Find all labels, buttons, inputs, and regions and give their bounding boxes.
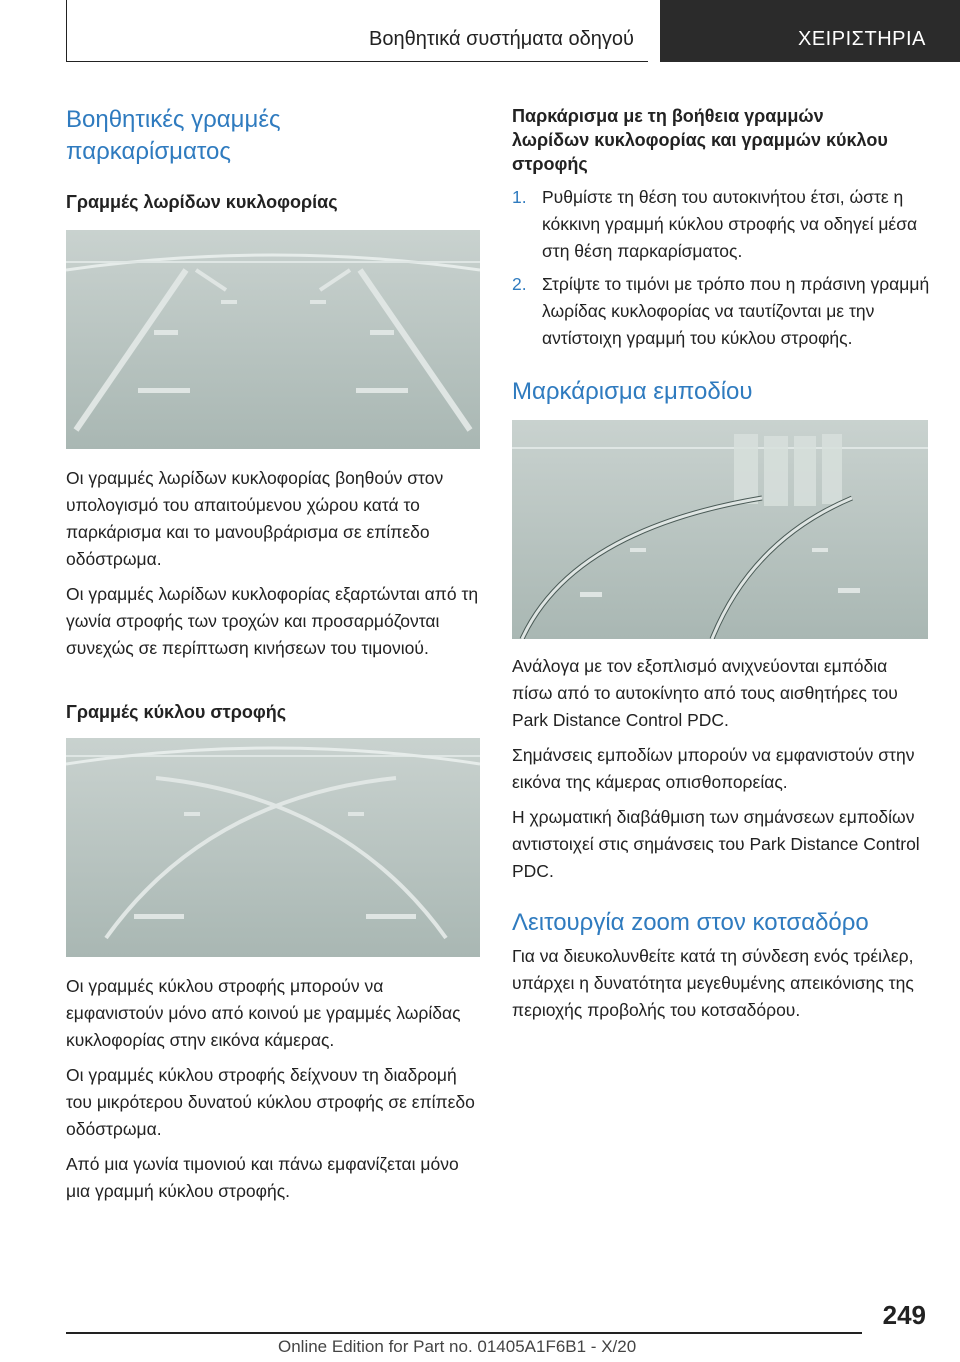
step-text: Στρίψτε το τιμόνι με τρόπο που η πράσινη γραμμή λωρίδας κυκλοφορίας να ταυτίζονται με την αντίστοιχη γραμμή του κύκλου στροφής. [542,274,930,348]
paragraph-obstacle-3: Η χρωματική διαβάθμιση των σημάνσεων εμποδίων αντιστοιχεί στις σημάνσεις του Park Distance Control PDC. [512,807,920,881]
step-number: 2. [512,274,527,294]
obstacle-marking-graphic [512,420,928,639]
header-chapter-title: ΧΕΙΡΙΣΤΗΡΙΑ [798,28,926,50]
left-column [66,104,484,1205]
right-column [512,104,930,1024]
subheading-turning-circle: Γραμμές κύκλου στροφής [66,702,287,722]
subheading-lane-lines: Γραμμές λωρίδων κυκλοφορίας [66,192,338,212]
section-title-zoom-function: Λειτουργία zoom στον κοτσαδόρο [512,909,869,936]
step-text: Ρυθμίστε τη θέση του αυτοκινήτου έτσι, ώστε η κόκκινη γραμμή κύκλου στροφής να οδηγεί μέσα στη θέση παρκαρίσματος. [542,187,918,261]
paragraph-obstacle-1: Ανάλογα με τον εξοπλισμό ανιχνεύονται εμπόδια πίσω από το αυτοκίνητο από τους αισθητήρες του Park Distance Control PDC. [512,656,898,730]
footer-divider [66,1332,862,1334]
header-section-title: Βοηθητικά συστήματα οδηγού [369,28,634,50]
paragraph-turning-circle-3: Από μια γωνία τιμονιού και πάνω εμφανίζεται μόνο μια γραμμή κύκλου στροφής. [66,1154,459,1201]
paragraph-obstacle-2: Σημάνσεις εμποδίων μπορούν να εμφανιστούν στην εικόνα της κάμερας οπισθοπορείας. [512,745,915,792]
subheading-parking-with-lines: Παρκάρισμα με τη βοήθεια γραμμών λωρίδων κυκλοφορίας και γραμμών κύκλου στροφής [512,106,888,174]
section-title-parking-lines: Βοηθητικές γραμμές παρκαρίσματος [66,106,281,165]
header-section-box [66,0,648,62]
paragraph-turning-circle-2: Οι γραμμές κύκλου στροφής δείχνουν τη διαδρομή του μικρότερου δυνατού κύκλου στροφής σε επίπεδο οδόστρωμα. [66,1065,475,1139]
step-number: 1. [512,187,527,207]
figure-lane-lines [66,230,480,449]
paragraph-lane-lines-1: Οι γραμμές λωρίδων κυκλοφορίας βοηθούν στον υπολογισμό του απαιτούμενου χώρου κατά το παρκάρισμα και το μανουβράρισμα σε επίπεδο οδόστρωμα. [66,468,444,569]
list-item [512,184,930,265]
parking-steps-list [512,184,930,352]
paragraph-zoom: Για να διευκολυνθείτε κατά τη σύνδεση ενός τρέιλερ, υπάρχει η δυνατότητα μεγεθυμένης απεικόνισης της περιοχής προβολής του κοτσαδόρου. [512,946,914,1020]
figure-obstacle-marking [512,420,928,639]
turning-circle-graphic [66,738,480,957]
lane-lines-graphic [66,230,480,449]
footer-edition: Online Edition for Part no. 01405A1F6B1 - X/20 [278,1337,637,1356]
page-number: 249 [882,1300,926,1330]
figure-turning-circle [66,738,480,957]
paragraph-lane-lines-2: Οι γραμμές λωρίδων κυκλοφορίας εξαρτώνται από τη γωνία στροφής των τροχών και προσαρμόζονται συνεχώς σε περίπτωση κινήσεων του τιμονιού. [66,584,479,658]
paragraph-turning-circle-1: Οι γραμμές κύκλου στροφής μπορούν να εμφανιστούν μόνο από κοινού με γραμμές λωρίδας κυκλοφορίας στην εικόνα κάμερας. [66,976,461,1050]
header-chapter-box [660,0,960,62]
list-item [512,271,930,352]
section-title-obstacle-marking: Μαρκάρισμα εμποδίου [512,378,753,405]
